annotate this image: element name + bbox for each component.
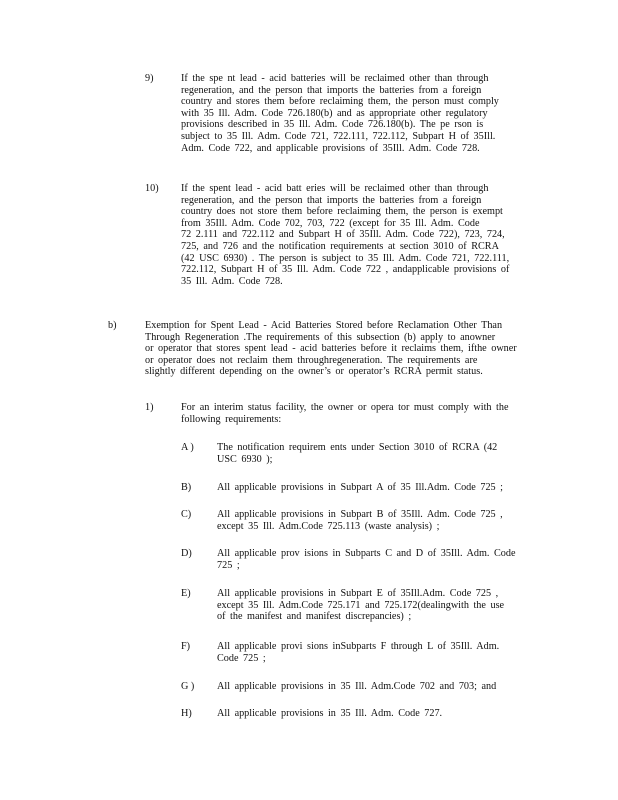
item-number: H) xyxy=(181,708,192,719)
text-line: or operator does not reclaim them throughregeneration. The requirements are xyxy=(145,354,478,366)
item-number: A ) xyxy=(181,442,194,453)
text-line: The notification requirem ents under Section 3010 of RCRA (42 xyxy=(217,442,498,453)
item-number: 1) xyxy=(145,402,154,413)
text-line: 35 Ill. Adm. Code 728. xyxy=(181,275,283,287)
text-line: country does not store them before reclaiming them, the person is exempt xyxy=(181,206,503,218)
item-text xyxy=(181,402,533,425)
text-line: 725 ; xyxy=(217,559,240,571)
text-line: except 35 Ill. Adm.Code 725.113 (waste analysis) ; xyxy=(217,520,440,532)
item-text xyxy=(217,681,537,693)
text-line: regeneration, and the person that imports the batteries from a foreign xyxy=(181,194,482,206)
text-line: For an interim status facility, the owner or opera tor must comply with the xyxy=(181,402,509,413)
text-line: regeneration, and the person that imports the batteries from a foreign xyxy=(181,84,482,96)
item-text xyxy=(181,183,542,287)
item-number: E) xyxy=(181,588,191,599)
item-text xyxy=(217,509,537,532)
item-number: D) xyxy=(181,548,192,559)
text-line: country and stores them before reclaiming them, the person must comply xyxy=(181,96,499,108)
text-line: slightly different depending on the owner’s or operator’s RCRA permit status. xyxy=(145,366,483,378)
item-number: 9) xyxy=(145,73,154,84)
text-line: or operator that stores spent lead - acid batteries before it reclaims them, ifthe owner xyxy=(145,343,517,355)
item-number: B) xyxy=(181,482,192,493)
text-line: All applicable provi sions inSubparts F through L of 35Ill. Adm. xyxy=(217,641,500,652)
text-line: If the spe nt lead - acid batteries will be reclaimed other than through xyxy=(181,73,489,84)
text-line: 725, and 726 and the notification requirements at section 3010 of RCRA xyxy=(181,240,499,252)
text-line: except 35 Ill. Adm.Code 725.171 and 725.172(dealingwith the use xyxy=(217,599,505,611)
text-line: Code 725 ; xyxy=(217,652,266,664)
item-number: F) xyxy=(181,641,191,652)
text-line: Adm. Code 722, and applicable provisions of 35Ill. Adm. Code 728. xyxy=(181,142,480,154)
item-text xyxy=(145,320,537,378)
item-number: C) xyxy=(181,509,192,520)
text-line: All applicable provisions in Subpart A of 35 Ill.Adm. Code 725 ; xyxy=(217,482,504,493)
item-number: 10) xyxy=(145,183,159,194)
text-line: Through Regeneration .The requirements of this subsection (b) apply to anowner xyxy=(145,331,496,343)
text-line: If the spent lead - acid batt eries will be reclaimed other than through xyxy=(181,183,489,194)
item-text xyxy=(217,548,537,571)
item-text xyxy=(217,482,537,494)
text-line: provisions described in 35 Ill. Adm. Code 726.180(b). The pe rson is xyxy=(181,119,484,131)
text-line: of the manifest and manifest discrepancies) ; xyxy=(217,611,412,623)
text-line: subject to 35 Ill. Adm. Code 721, 722.111, 722.112, Subpart H of 35Ill. xyxy=(181,130,496,142)
text-line: (42 USC 6930) . The person is subject to 35 Ill. Adm. Code 721, 722.111, xyxy=(181,252,510,264)
item-text xyxy=(217,708,537,720)
text-line: All applicable prov isions in Subparts C and D of 35Ill. Adm. Code xyxy=(217,548,516,559)
item-text xyxy=(217,588,543,623)
item-text xyxy=(217,641,537,664)
text-line: 72 2.111 and 722.112 and Subpart H of 35Ill. Adm. Code 722), 723, 724, xyxy=(181,229,505,241)
item-text xyxy=(217,442,537,465)
text-line: USC 6930 ); xyxy=(217,453,273,465)
item-number: b) xyxy=(108,320,117,331)
text-line: from 35Ill. Adm. Code 702, 703, 722 (except for 35 Ill. Adm. Code xyxy=(181,217,480,229)
text-line: 722.112, Subpart H of 35 Ill. Adm. Code 722 , andapplicable provisions of xyxy=(181,264,510,276)
text-line: Exemption for Spent Lead - Acid Batteries Stored before Reclamation Other Than xyxy=(145,320,503,331)
text-line: All applicable provisions in 35 Ill. Adm. Code 727. xyxy=(217,708,443,719)
item-text xyxy=(181,73,542,154)
text-line: following requirements: xyxy=(181,413,282,425)
item-number: G ) xyxy=(181,681,195,692)
text-line: All applicable provisions in Subpart E of 35Ill.Adm. Code 725 , xyxy=(217,588,499,599)
text-line: All applicable provisions in 35 Ill. Adm.Code 702 and 703; and xyxy=(217,681,497,692)
text-line: with 35 Ill. Adm. Code 726.180(b) and as appropriate other regulatory xyxy=(181,107,488,119)
text-line: All applicable provisions in Subpart B of 35Ill. Adm. Code 725 , xyxy=(217,509,503,520)
